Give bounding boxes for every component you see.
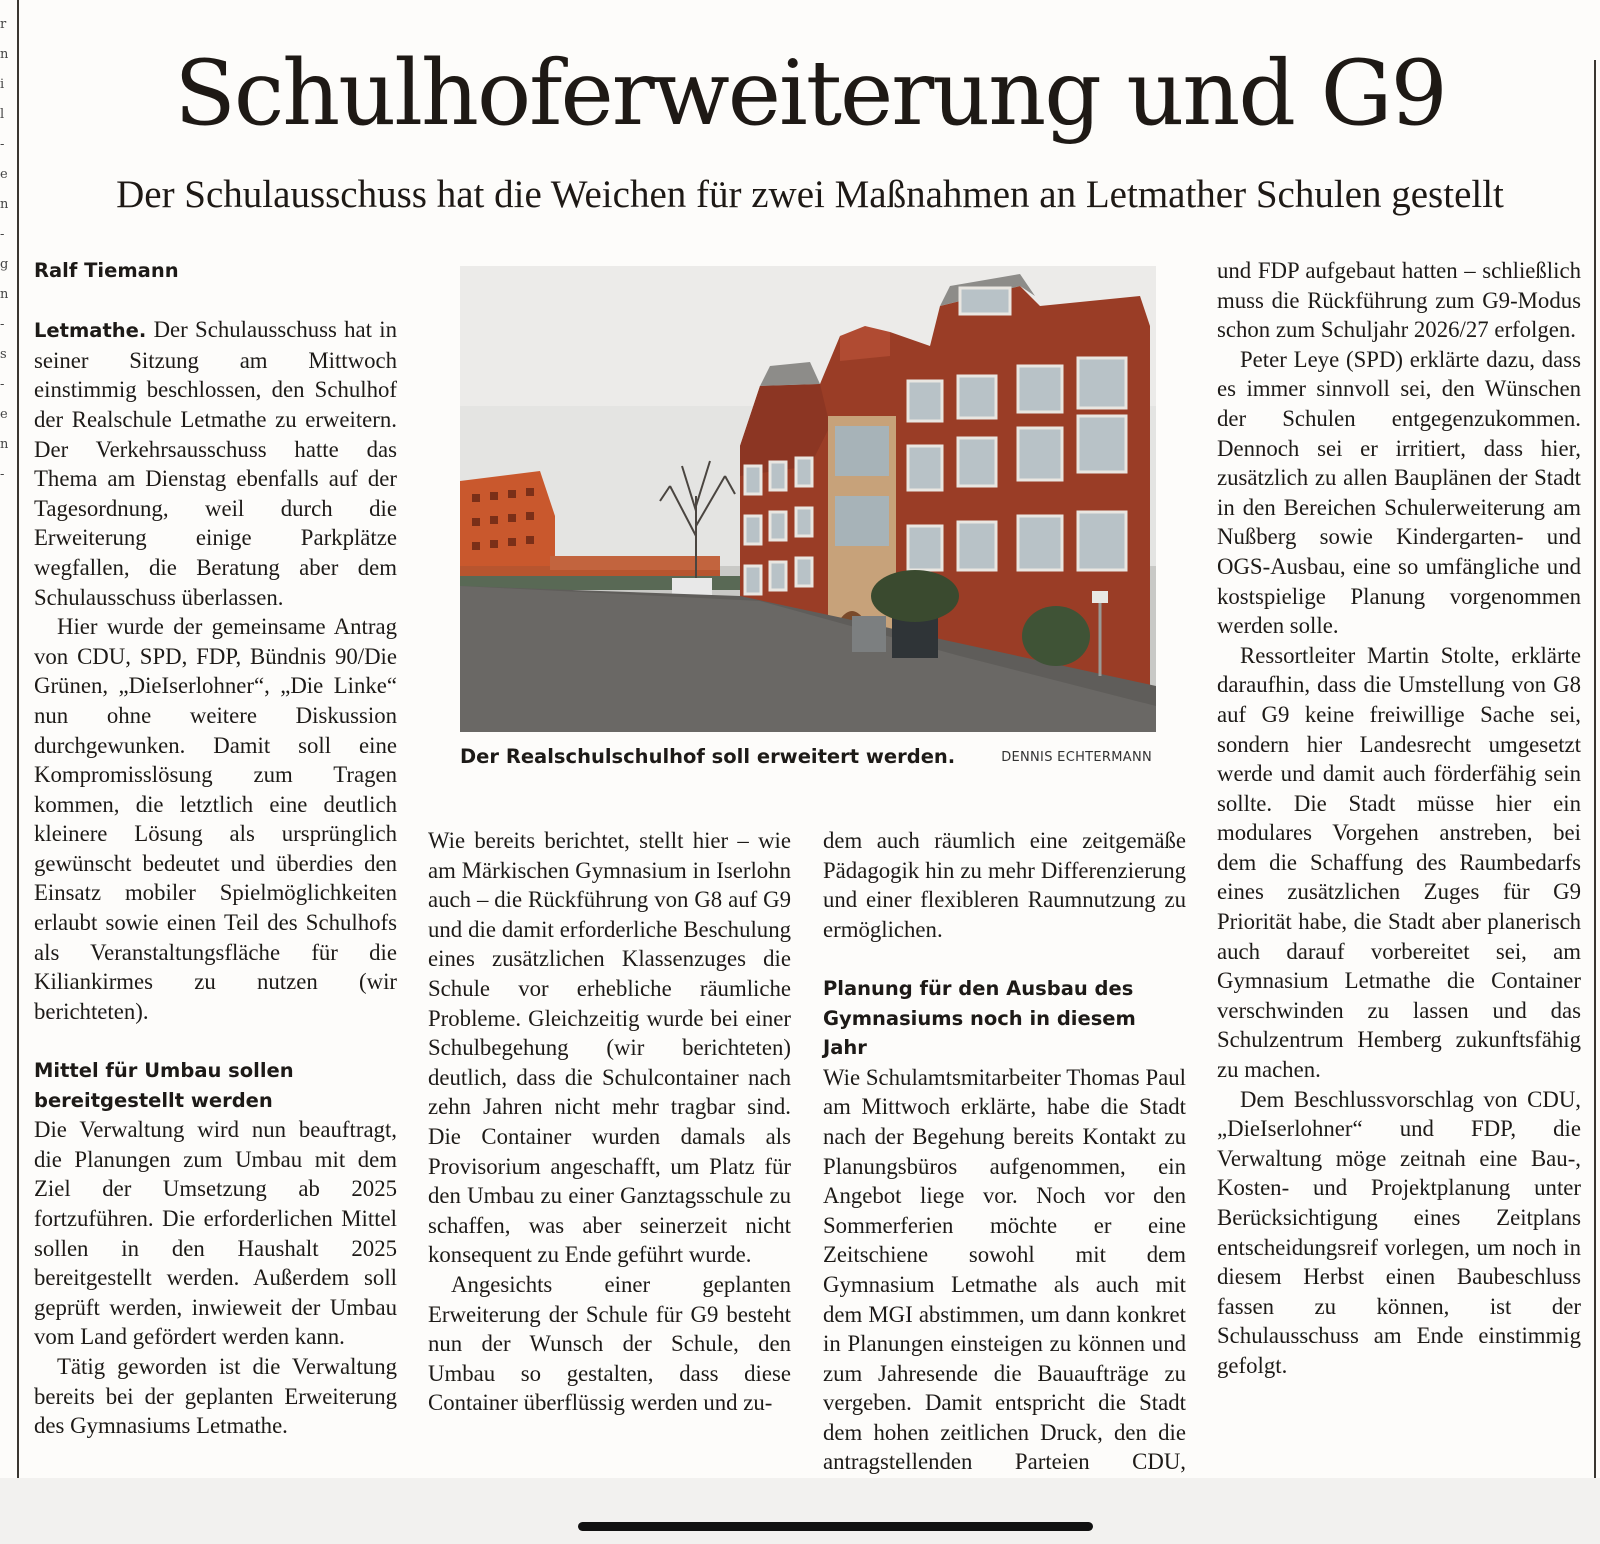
paragraph — [34, 315, 397, 612]
headline: Schulhoferweiterung und G9 — [174, 41, 1446, 146]
paragraph: Wie Schulamtsmitarbeiter Thomas Paul am Mittwoch erklärte, habe die Stadt nach der Begehung bereits Kontakt zu Planungsbüros aufgenommen, ein Angebot liege vor. Noch vor den Sommerferien möchte er eine Zeitschiene sowohl mit dem Gymnasium Letmathe als auch mit dem MGI abstimmen, um dann konkret in Planungen einsteigen zu können und zum Jahresende die Bauaufträge zu vergeben. Damit entspricht die Stadt dem hohen zeitlichen Druck, den die antragstellenden Parteien CDU, — [823, 1064, 1186, 1475]
column-1 — [34, 256, 397, 1441]
paragraph-text: Der Schulausschuss hat in seiner Sitzung am Mittwoch einstimmig beschlossen, den Schulhof der Realschule Letmathe zu erweitern. Der Verkehrsausschuss hatte das Thema am Dienstag ebenfalls auf der Tagesordnung, weil durch die Erweiterung einige Parkplätze wegfallen, die Beratung aber dem Schulausschuss überlassen. — [34, 317, 397, 610]
fragment: i — [0, 77, 5, 92]
home-indicator[interactable] — [578, 1522, 1093, 1531]
fragment: n — [0, 47, 9, 62]
paragraph: und FDP aufgebaut hatten – schließlich muss die Rückführung zum G9-Modus schon zum Schuljahr 2026/27 erfolgen. — [1217, 258, 1581, 343]
paragraph: Ressortleiter Martin Stolte, erklärte daraufhin, dass die Umstellung von G8 auf G9 keine freiwillige Sache sei, sondern hier Landesrecht umgesetzt werde und damit auch förderfähig sein sollte. Die Stadt müsse hier ein modulares Vorgehen anstreben, bei dem die Schaffung des Raumbedarfs eines zusätzlichen Zuges für G9 Priorität habe, die Stadt aber planerisch auch darauf vorbereitet sei, am Gymnasium Letmathe die Container verschwinden zu lassen und das Schulzentrum Hemberg zukunftsfähig zu machen. — [1217, 642, 1581, 1083]
paragraph: Wie bereits berichtet, stellt hier – wie am Märkischen Gymnasium in Iserlohn auch – die Rückführung von G8 auf G9 und die damit erforderliche Beschulung eines zusätzlichen Klassenzuges die Schule vor erhebliche räumliche Probleme. Gleichzeitig wurde bei einer Schulbegehung (wir berichteten) deutlich, dass die Schulcontainer nach zehn Jahren nicht mehr tragbar sind. Die Container wurden damals als Provisorium angeschafft, um Platz für den Umbau zu einer Ganztagsschule zu schaffen, was aber seinerzeit nicht konsequent zu Ende geführt wurde. — [428, 828, 791, 1268]
photo-credit: DENNIS ECHTERMANN — [1001, 750, 1152, 765]
fragment: - — [0, 377, 5, 392]
paragraph: Hier wurde der gemeinsame Antrag von CDU, SPD, FDP, Bündnis 90/Die Grünen, „DieIserlohner“, „Die Linke“ nun ohne weitere Diskussion durchgewunken. Damit soll eine Kompromisslösung zum Tragen kommen, die letztlich eine deutlich kleinere Lösung als ursprünglich gewünscht bedeutet und überdies den Einsatz mobiler Spielmöglichkeiten erlaubt sowie einen Teil des Schulhofs als Veranstaltungsfläche für die Kiliankirmes zu nutzen (wir berichteten). — [34, 614, 397, 1024]
paragraph: Peter Leye (SPD) erklärte dazu, dass es immer sinnvoll sei, den Wünschen der Schulen entgegenzukommen. Dennoch sei er irritiert, dass hier, zusätzlich zu allen Bauplänen der Stadt in den Bereichen Schulerweiterung am Nußberg sowie Kindergarten- und OGS-Ausbau, eine so umfängliche und kostspielige Planung vorgenommen werden solle. — [1217, 346, 1581, 639]
right-column-rule — [1594, 60, 1596, 1478]
paragraph: Dem Beschlussvorschlag von CDU, „DieIserlohner“ und FDP, die Verwaltung möge zeitnah eine Bau-, Kosten- und Projektplanung unter Berücksichtigung eines Zeitplans entscheidungsreif vorlegen, um noch in diesem Herbst einen Baubeschluss fassen zu können, ist der Schulausschuss am Ende einstimmig gefolgt. — [1217, 1086, 1581, 1378]
section-heading: Planung für den Ausbau des Gymnasiums noch in diesem Jahr — [823, 976, 1136, 1060]
column-3 — [823, 826, 1186, 1507]
fragment: s — [0, 347, 7, 362]
fragment: g — [0, 257, 9, 272]
column-2 — [428, 826, 791, 1418]
school-building-photo — [460, 266, 1156, 732]
fragment: - — [0, 467, 5, 482]
fragment: r — [0, 17, 7, 32]
fragment: n — [0, 287, 9, 302]
dateline: Letmathe. — [34, 319, 147, 343]
caption-text: Der Realschulschulhof soll erweitert werden. — [460, 745, 956, 768]
fragment: e — [0, 407, 8, 422]
author-byline: Ralf Tiemann — [34, 259, 179, 282]
fragment: - — [0, 137, 5, 152]
fragment: e — [0, 167, 8, 182]
photo-caption — [460, 742, 1156, 772]
column-4 — [1217, 256, 1581, 1381]
paragraph: Die Verwaltung wird nun beauftragt, die Planungen zum Umbau mit dem Ziel der Umsetzung ab 2025 fortzuführen. Die erforderlichen Mittel sollen in den Haushalt 2025 bereitgestellt werden. Außerdem soll geprüft werden, inwieweit der Umbau vom Land gefördert werden kann. — [34, 1117, 397, 1350]
section-heading: Mittel für Umbau sollen bereitgestellt werden — [34, 1059, 294, 1112]
fragment: - — [0, 227, 5, 242]
fragment: n — [0, 437, 9, 452]
paragraph: Tätig geworden ist die Verwaltung bereits bei der geplanten Erweiterung des Gymnasiums Letmathe. — [34, 1353, 397, 1439]
fragment: l — [0, 107, 5, 122]
subheadline: Der Schulausschuss hat die Weichen für zwei Maßnahmen an Letmather Schulen gestellt — [116, 173, 1504, 216]
paragraph: Angesichts einer geplanten Erweiterung der Schule für G9 besteht nun der Wunsch der Schule, den Umbau so gestalten, dass diese Container überflüssig werden und zu- — [428, 1271, 791, 1416]
paragraph: dem auch räumlich eine zeitgemäße Pädagogik hin zu mehr Differenzierung und einer flexibleren Raumnutzung zu ermöglichen. — [823, 828, 1186, 942]
fragment: n — [0, 197, 9, 212]
fragment: - — [0, 317, 5, 332]
bottom-bar — [0, 1478, 1600, 1544]
left-column-rule — [17, 0, 19, 1478]
